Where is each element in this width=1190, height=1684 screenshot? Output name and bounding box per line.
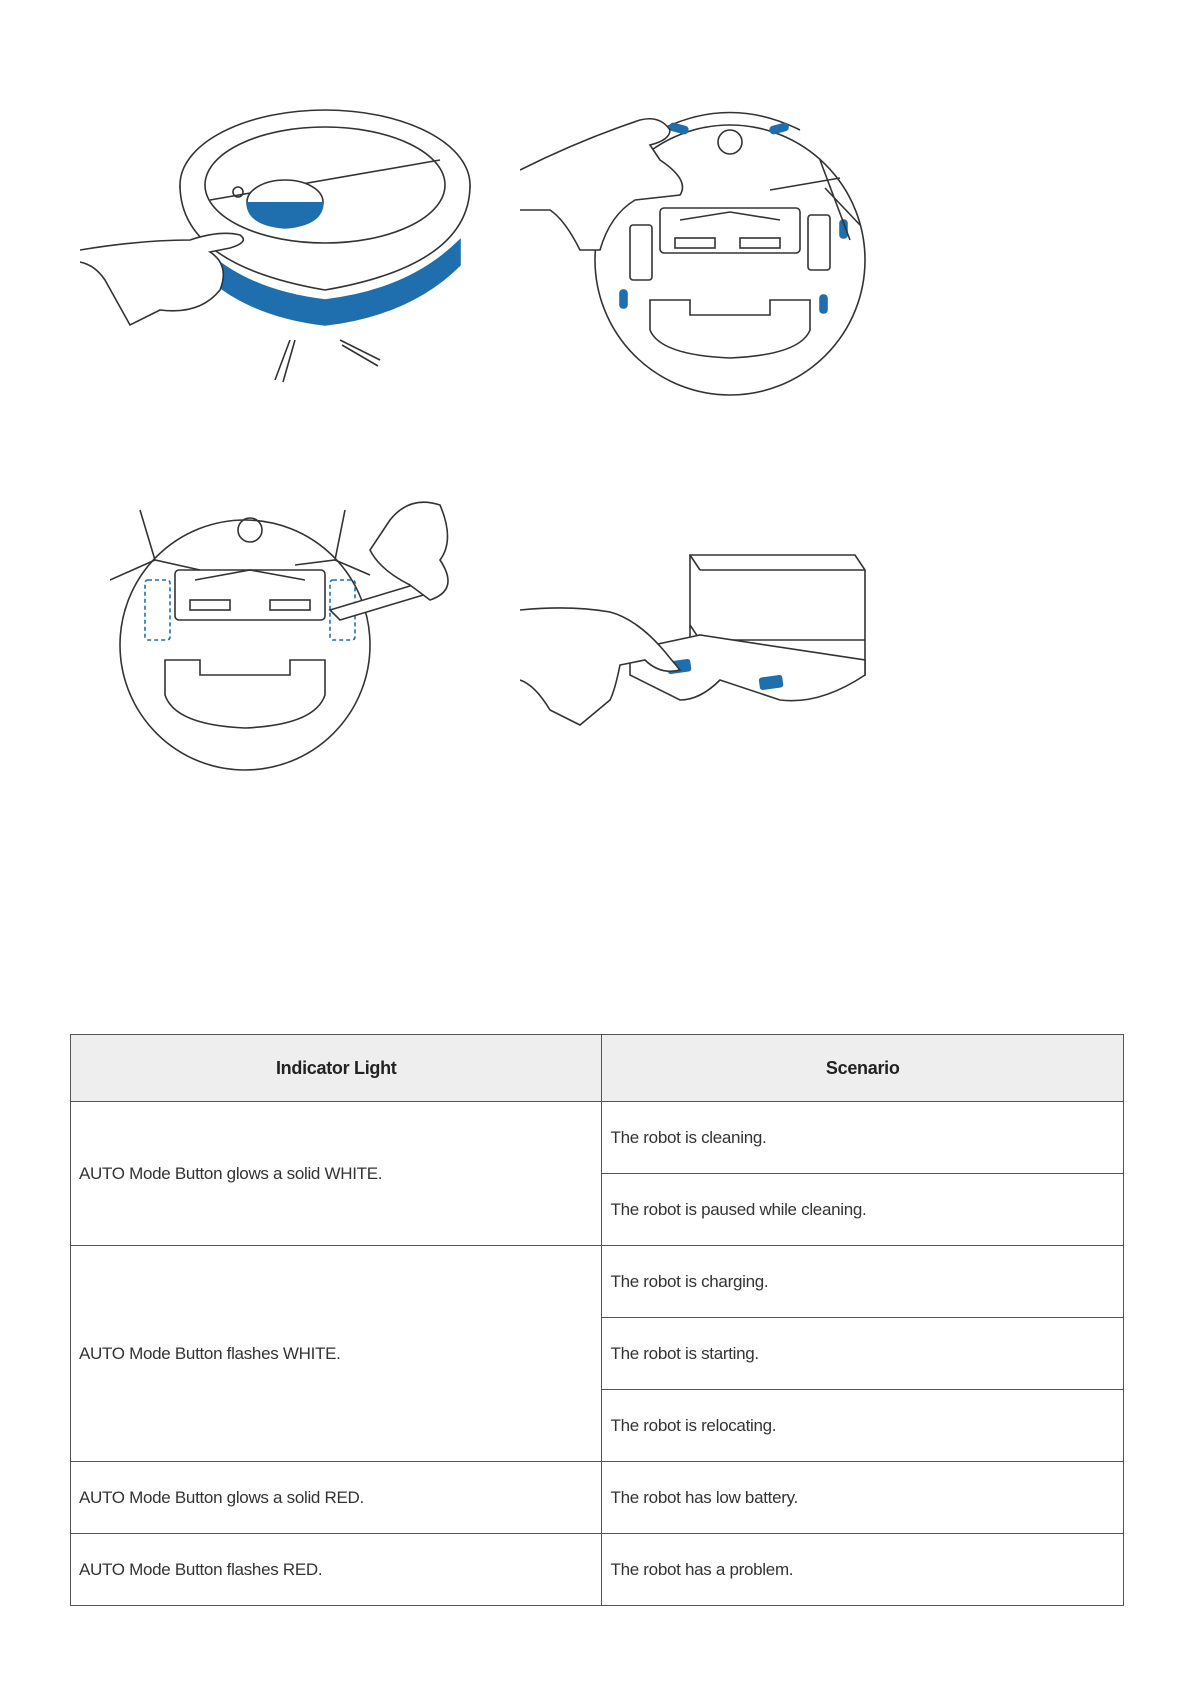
scenario-cell: The robot has low battery. — [602, 1462, 1124, 1534]
header-scenario: Scenario — [602, 1035, 1124, 1102]
indicator-cell: AUTO Mode Button flashes WHITE. — [71, 1246, 602, 1462]
robot-wheel-clean-illustration — [110, 500, 490, 800]
scenario-cell: The robot is cleaning. — [602, 1102, 1124, 1174]
indicator-light-table — [70, 1034, 1124, 1606]
header-indicator-light: Indicator Light — [71, 1035, 602, 1102]
table-row — [71, 1462, 1124, 1534]
robot-bottom-wipe-illustration — [520, 100, 880, 400]
indicator-cell: AUTO Mode Button glows a solid RED. — [71, 1462, 602, 1534]
indicator-cell: AUTO Mode Button glows a solid WHITE. — [71, 1102, 602, 1246]
scenario-cell: The robot has a problem. — [602, 1534, 1124, 1606]
scenario-cell: The robot is starting. — [602, 1318, 1124, 1390]
table-row — [71, 1102, 1124, 1174]
indicator-cell: AUTO Mode Button flashes RED. — [71, 1534, 602, 1606]
dock-wipe-illustration — [520, 550, 890, 770]
table-header-row — [71, 1035, 1124, 1102]
table-row — [71, 1534, 1124, 1606]
table-row — [71, 1246, 1124, 1318]
scenario-cell: The robot is relocating. — [602, 1390, 1124, 1462]
scenario-cell: The robot is paused while cleaning. — [602, 1174, 1124, 1246]
scenario-cell: The robot is charging. — [602, 1246, 1124, 1318]
robot-top-wipe-illustration — [80, 90, 490, 390]
